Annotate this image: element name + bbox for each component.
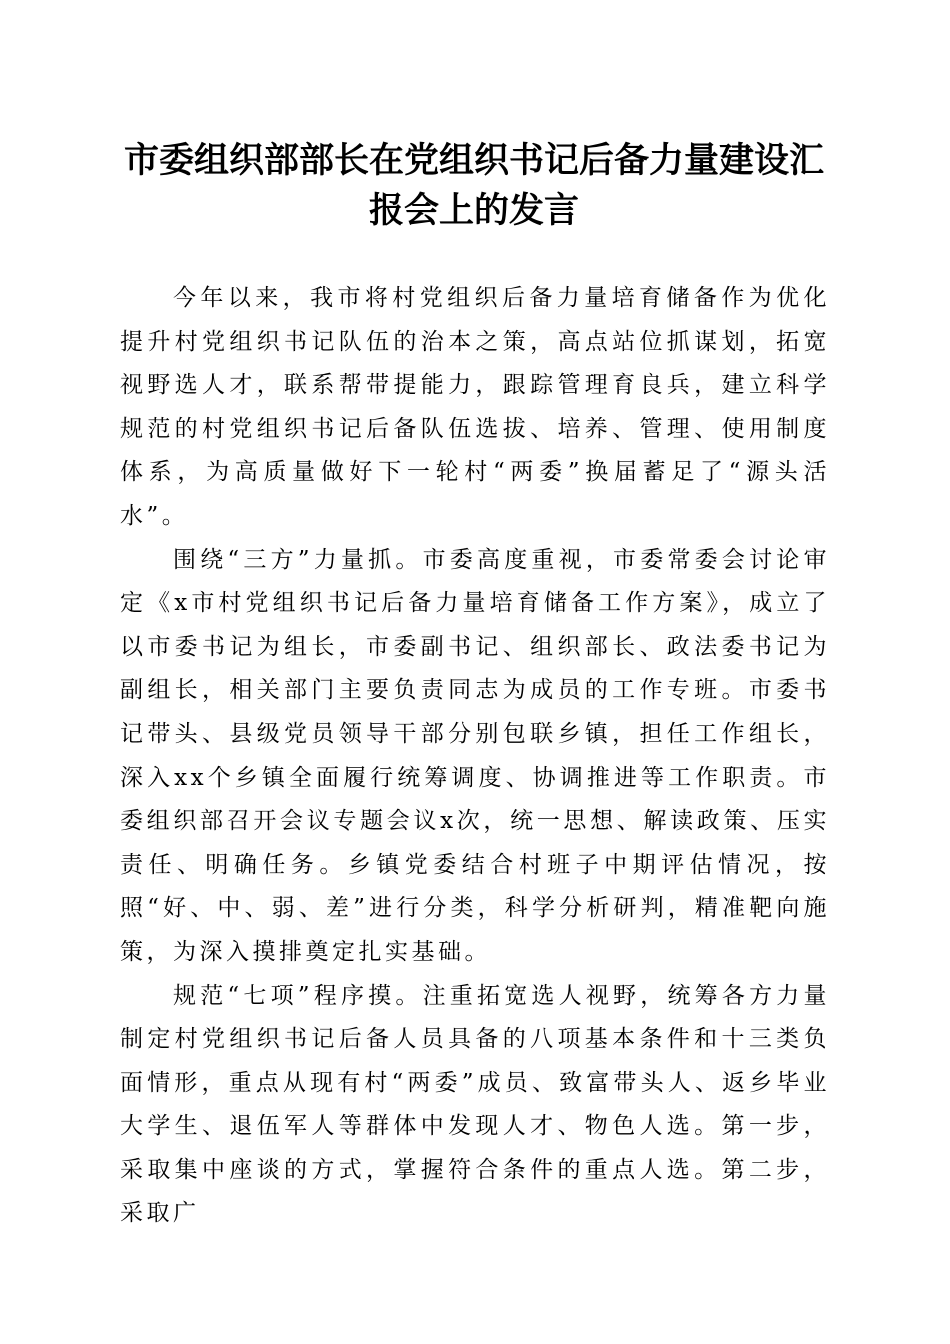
document-body [120, 277, 830, 1236]
paragraph-three-forces: 围绕“三方”力量抓。市委高度重视，市委常委会讨论审定《x市村党组织书记后备力量培育储备工作方案》，成立了以市委书记为组长，市委副书记、组织部长、政法委书记为副组长，相关部门主要负责同志为成员的工作专班。市委书记带头、县级党员领导干部分别包联乡镇，担任工作组长，深入xx个乡镇全面履行统筹调度、协调推进等工作职责。市委组织部召开会议专题会议x次，统一思想、解读政策、压实责任、明确任务。乡镇党委结合村班子中期评估情况，按照“好、中、弱、差”进行分类，科学分析研判，精准靶向施策，为深入摸排奠定扎实基础。 [120, 546, 830, 965]
paragraph-seven-procedures: 规范“七项”程序摸。注重拓宽选人视野，统筹各方力量制定村党组织书记后备人员具备的八项基本条件和十三类负面情形，重点从现有村“两委”成员、致富带头人、返乡毕业大学生、退伍军人等群体中发现人才、物色人选。第一步，采取集中座谈的方式，掌握符合条件的重点人选。第二步，采取广 [120, 982, 830, 1227]
title-line-2: 报会上的发言 [368, 191, 579, 231]
paragraph-intro: 今年以来，我市将村党组织后备力量培育储备作为优化提升村党组织书记队伍的治本之策，高点站位抓谋划，拓宽视野选人才，联系帮带提能力，跟踪管理育良兵，建立科学规范的村党组织书记后备队伍选拔、培养、管理、使用制度体系，为高质量做好下一轮村“两委”换届蓄足了“源头活水”。 [120, 285, 830, 529]
title-line-1: 市委组织部部长在党组织书记后备力量建设汇 [123, 141, 824, 181]
document-title [118, 136, 830, 236]
